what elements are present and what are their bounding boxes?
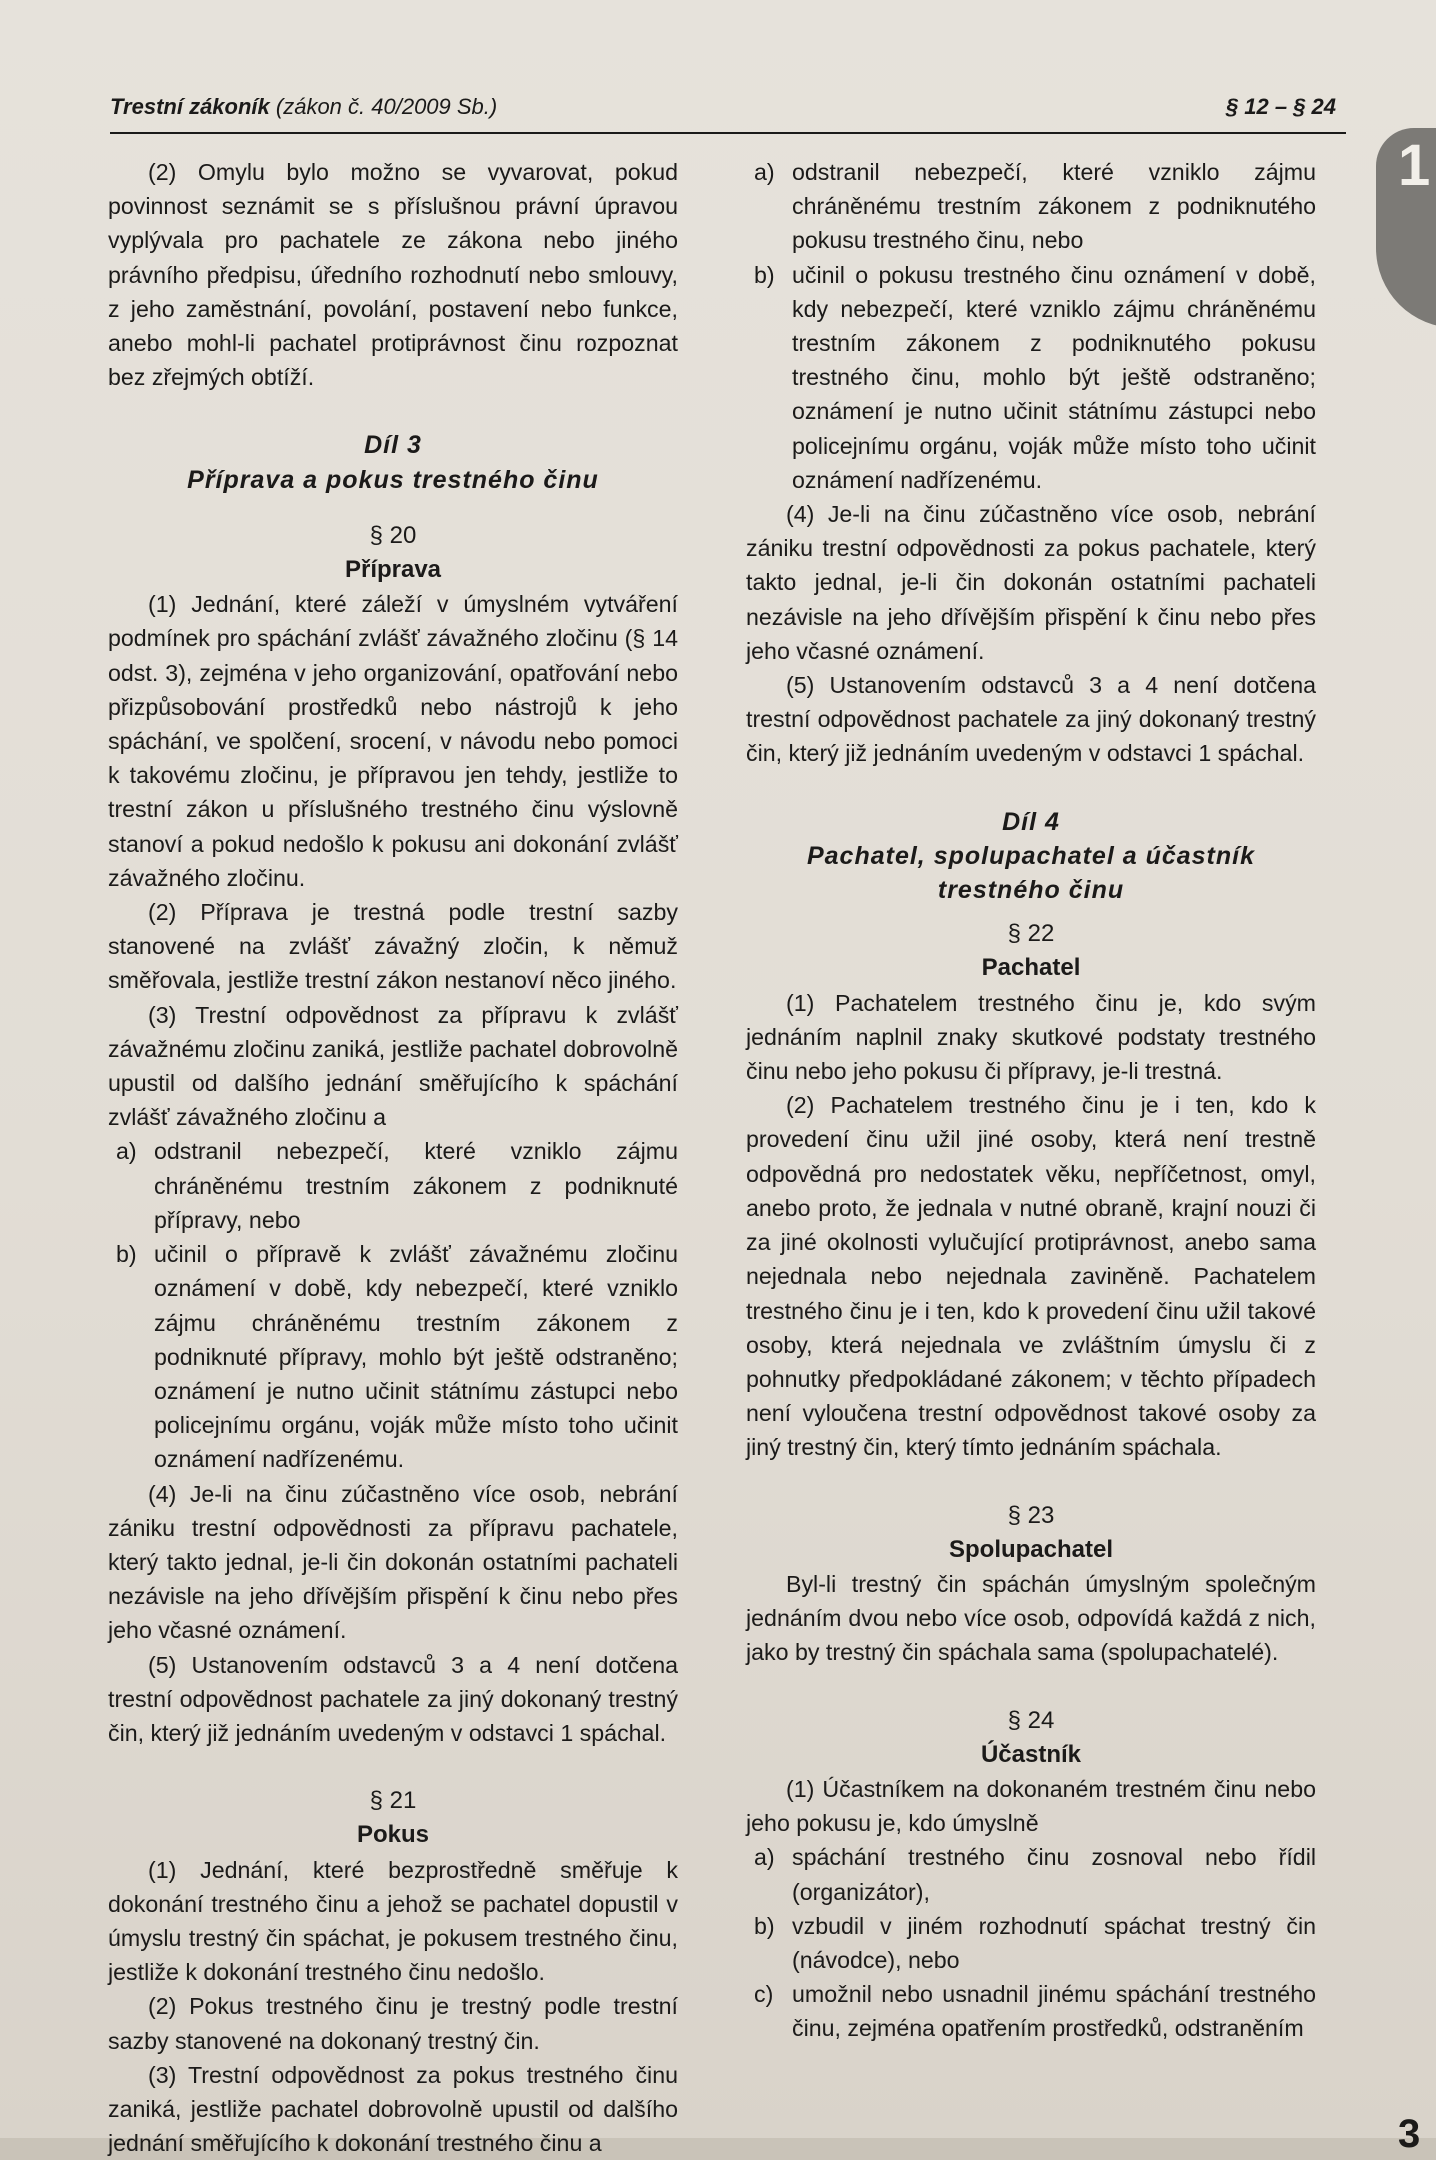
s21-paragraph-5: (5) Ustanovením odstavců 3 a 4 není dotčena trestní odpovědnost pachatele za jiný dokonaný trestný čin, který již jednáním uvedeným v odstavci 1 spáchal. — [746, 672, 1316, 767]
s20-number: § 20 — [369, 521, 417, 549]
list-text: spáchání trestného činu zosnoval nebo řídil (organizátor), — [792, 1844, 1316, 1905]
list-item — [746, 258, 1316, 497]
list-marker: a) — [754, 1844, 775, 1871]
dil4-label: Díl 4 — [1002, 807, 1060, 836]
s21-paragraph-4: (4) Je-li na činu zúčastněno více osob, nebrání zániku trestní odpovědnosti za pokus pachatele, který takto jednal, je-li čin dokonán ostatními pachateli nezávisle na jeho dřívějším přispění k činu nebo přes jeho včasné oznámení. — [746, 501, 1316, 664]
s21-paragraph-1: (1) Jednání, které bezprostředně směřuje k dokonání trestného činu a jehož se pachatel dopustil v úmyslu trestný čin spáchat, je pokusem trestného činu, jestliže k dokonání trestného činu nedošlo. — [108, 1856, 678, 1986]
chapter-thumb-tab — [1376, 128, 1436, 328]
running-header — [110, 92, 1346, 134]
s24-paragraph-1: (1) Účastníkem na dokonaném trestném činu nebo jeho pokusu je, kdo úmyslně — [746, 1775, 1316, 1837]
list-item — [108, 1134, 678, 1237]
list-marker: a) — [116, 1138, 137, 1165]
list-text: učinil o přípravě k zvlášť závažnému zločinu oznámení v době, kdy nebezpečí, které vzniklo zájmu chráněnému trestním zákonem z podniknuté přípravy, mohlo být ještě odstraněno; oznámení je nutno učinit státnímu zástupci nebo policejnímu orgánu, voják může místo toho učinit oznámení nadřízenému. — [154, 1241, 678, 1473]
left-column — [108, 155, 678, 2160]
list-text: umožnil nebo usnadnil jinému spáchání trestného činu, zejména opatřením prostředků, odstraněním — [792, 1981, 1316, 2042]
list-marker: b) — [116, 1241, 137, 1268]
header-title-bold: Trestní zákoník — [110, 94, 270, 119]
list-item — [108, 1237, 678, 1476]
chapter-thumb-number: 1 — [1398, 133, 1431, 198]
list-marker: b) — [754, 261, 775, 288]
header-title-rest: (zákon č. 40/2009 Sb.) — [269, 94, 498, 119]
s20-title: Příprava — [344, 556, 442, 584]
s21-3-list — [746, 155, 1316, 497]
s22-number: § 22 — [1007, 920, 1055, 948]
list-marker: b) — [754, 1912, 775, 1939]
page-number: 3 — [1398, 2112, 1421, 2156]
s22-paragraph-1: (1) Pachatelem trestného činu je, kdo svým jednáním naplnil znaky skutkové podstaty trestného činu nebo jeho pokusu či přípravy, je-li trestná. — [746, 989, 1316, 1085]
list-marker: a) — [754, 159, 775, 185]
s23-paragraph: Byl-li trestný čin spáchán úmyslným společným jednáním dvou nebo více osob, odpovídá každá z nich, jako by trestný čin spáchala sama (spolupachatelé). — [746, 1570, 1316, 1666]
list-item — [746, 155, 1316, 258]
s22-paragraph-2: (2) Pachatelem trestného činu je i ten, kdo k provedení činu užil jiné osoby, která není trestně odpovědná pro nedostatek věku, nepříčetnost, omyl, anebo proto, že jednala v nutné obraně, krajní nouzi či za jiné okolnosti vylučující protiprávnost, anebo sama nejednala nebo nejednala zaviněně. Pachatelem trestného činu je i ten, kdo k provedení činu užil takové osoby, která nejednala ve zvláštním úmyslu či z pohnutky předpokládané zákonem; v těchto případech není vyloučena trestní odpovědnost takové osoby za jiný trestný čin, který tímto jednáním spáchala. — [746, 1092, 1316, 1461]
dil4-title: Pachatel, spolupachatel a účastník trestného činu — [806, 841, 1256, 905]
s20-paragraph-2: (2) Příprava je trestná podle trestní sazby stanovené na zvlášť závažný zločin, k němuž směřovala, jestliže trestní zákon nestanoví něco jiného. — [108, 899, 678, 994]
header-title — [110, 94, 497, 120]
list-text: odstranil nebezpečí, které vzniklo zájmu chráněnému trestním zákonem z podniknutého pokusu trestného činu, nebo — [792, 159, 1316, 254]
s24-title: Účastník — [980, 1740, 1082, 1768]
right-column — [746, 155, 1316, 2046]
s20-3-list — [108, 1134, 678, 1476]
s20-paragraph-4: (4) Je-li na činu zúčastněno více osob, nebrání zániku trestní odpovědnosti za přípravu pachatele, který takto jednal, je-li čin dokonán ostatními pachateli nezávisle na jeho dřívějším přispění k činu nebo přes jeho včasné oznámení. — [108, 1480, 678, 1644]
list-item — [746, 1840, 1316, 1908]
s21-title: Pokus — [356, 1821, 430, 1849]
dil3-title: Příprava a pokus trestného činu — [187, 465, 599, 494]
list-text: učinil o pokusu trestného činu oznámení v době, kdy nebezpečí, které vzniklo zájmu chráněnému trestním zákonem z podniknutého pokusu trestného činu, mohlo být ještě odstraněno; oznámení je nutno učinit státnímu zástupci nebo policejnímu orgánu, voják může místo toho učinit oznámení nadřízenému. — [792, 261, 1316, 493]
s23-title: Spolupachatel — [948, 1535, 1114, 1563]
s20-paragraph-3: (3) Trestní odpovědnost za přípravu k zvlášť závažnému zločinu zaniká, jestliže pachatel dobrovolně upustil od dalšího jednání směřujícího k spáchání zvlášť závažného zločinu a — [108, 1001, 678, 1131]
list-text: vzbudil v jiném rozhodnutí spáchat trestný čin (návodce), nebo — [792, 1912, 1316, 1973]
s22-title: Pachatel — [981, 954, 1081, 982]
header-section-range: § 12 – § 24 — [1225, 94, 1336, 119]
s23-number: § 23 — [1007, 1501, 1055, 1529]
list-item — [746, 1909, 1316, 1977]
s21-paragraph-3: (3) Trestní odpovědnost za pokus trestného činu zaniká, jestliže pachatel dobrovolně upustil od dalšího jednání směřujícího k dokonání trestného činu a — [108, 2061, 678, 2157]
list-marker: c) — [754, 1981, 774, 2008]
s19-paragraph-2: (2) Omylu bylo možno se vyvarovat, pokud povinnost seznámit se s příslušnou právní úpravou vyplývala pro pachatele ze zákona nebo jiného právního předpisu, úředního rozhodnutí nebo smlouvy, z jeho zaměstnání, povolání, postavení nebo funkce, anebo mohl-li pachatel protiprávnost činu rozpoznat bez zřejmých obtíží. — [108, 159, 678, 391]
s24-number: § 24 — [1007, 1706, 1055, 1734]
s21-paragraph-2: (2) Pokus trestného činu je trestný podle trestní sazby stanovené na dokonaný trestný čin. — [108, 1993, 678, 2054]
s20-paragraph-5: (5) Ustanovením odstavců 3 a 4 není dotčena trestní odpovědnost pachatele za jiný dokonaný trestný čin, který již jednáním uvedeným v odstavci 1 spáchal. — [108, 1651, 678, 1746]
s21-number: § 21 — [369, 1787, 417, 1815]
dil3-label: Díl 3 — [364, 431, 422, 460]
s24-1-list — [746, 1840, 1316, 2045]
list-item — [746, 1977, 1316, 2045]
s20-paragraph-1: (1) Jednání, které záleží v úmyslném vytváření podmínek pro spáchání zvlášť závažného zločinu (§ 14 odst. 3), zejména v jeho organizování, opatřování nebo přizpůsobování prostředků nebo nástrojů k jeho spáchání, ve spolčení, srocení, v návodu nebo pomoci k takovému zločinu, je přípravou jen tehdy, jestliže to trestní zákon u příslušného trestného činu výslovně stanoví a pokud nedošlo k pokusu ani dokonání zvlášť závažného zločinu. — [108, 591, 678, 891]
list-text: odstranil nebezpečí, které vzniklo zájmu chráněnému trestním zákonem z podniknuté přípravy, nebo — [154, 1138, 678, 1233]
